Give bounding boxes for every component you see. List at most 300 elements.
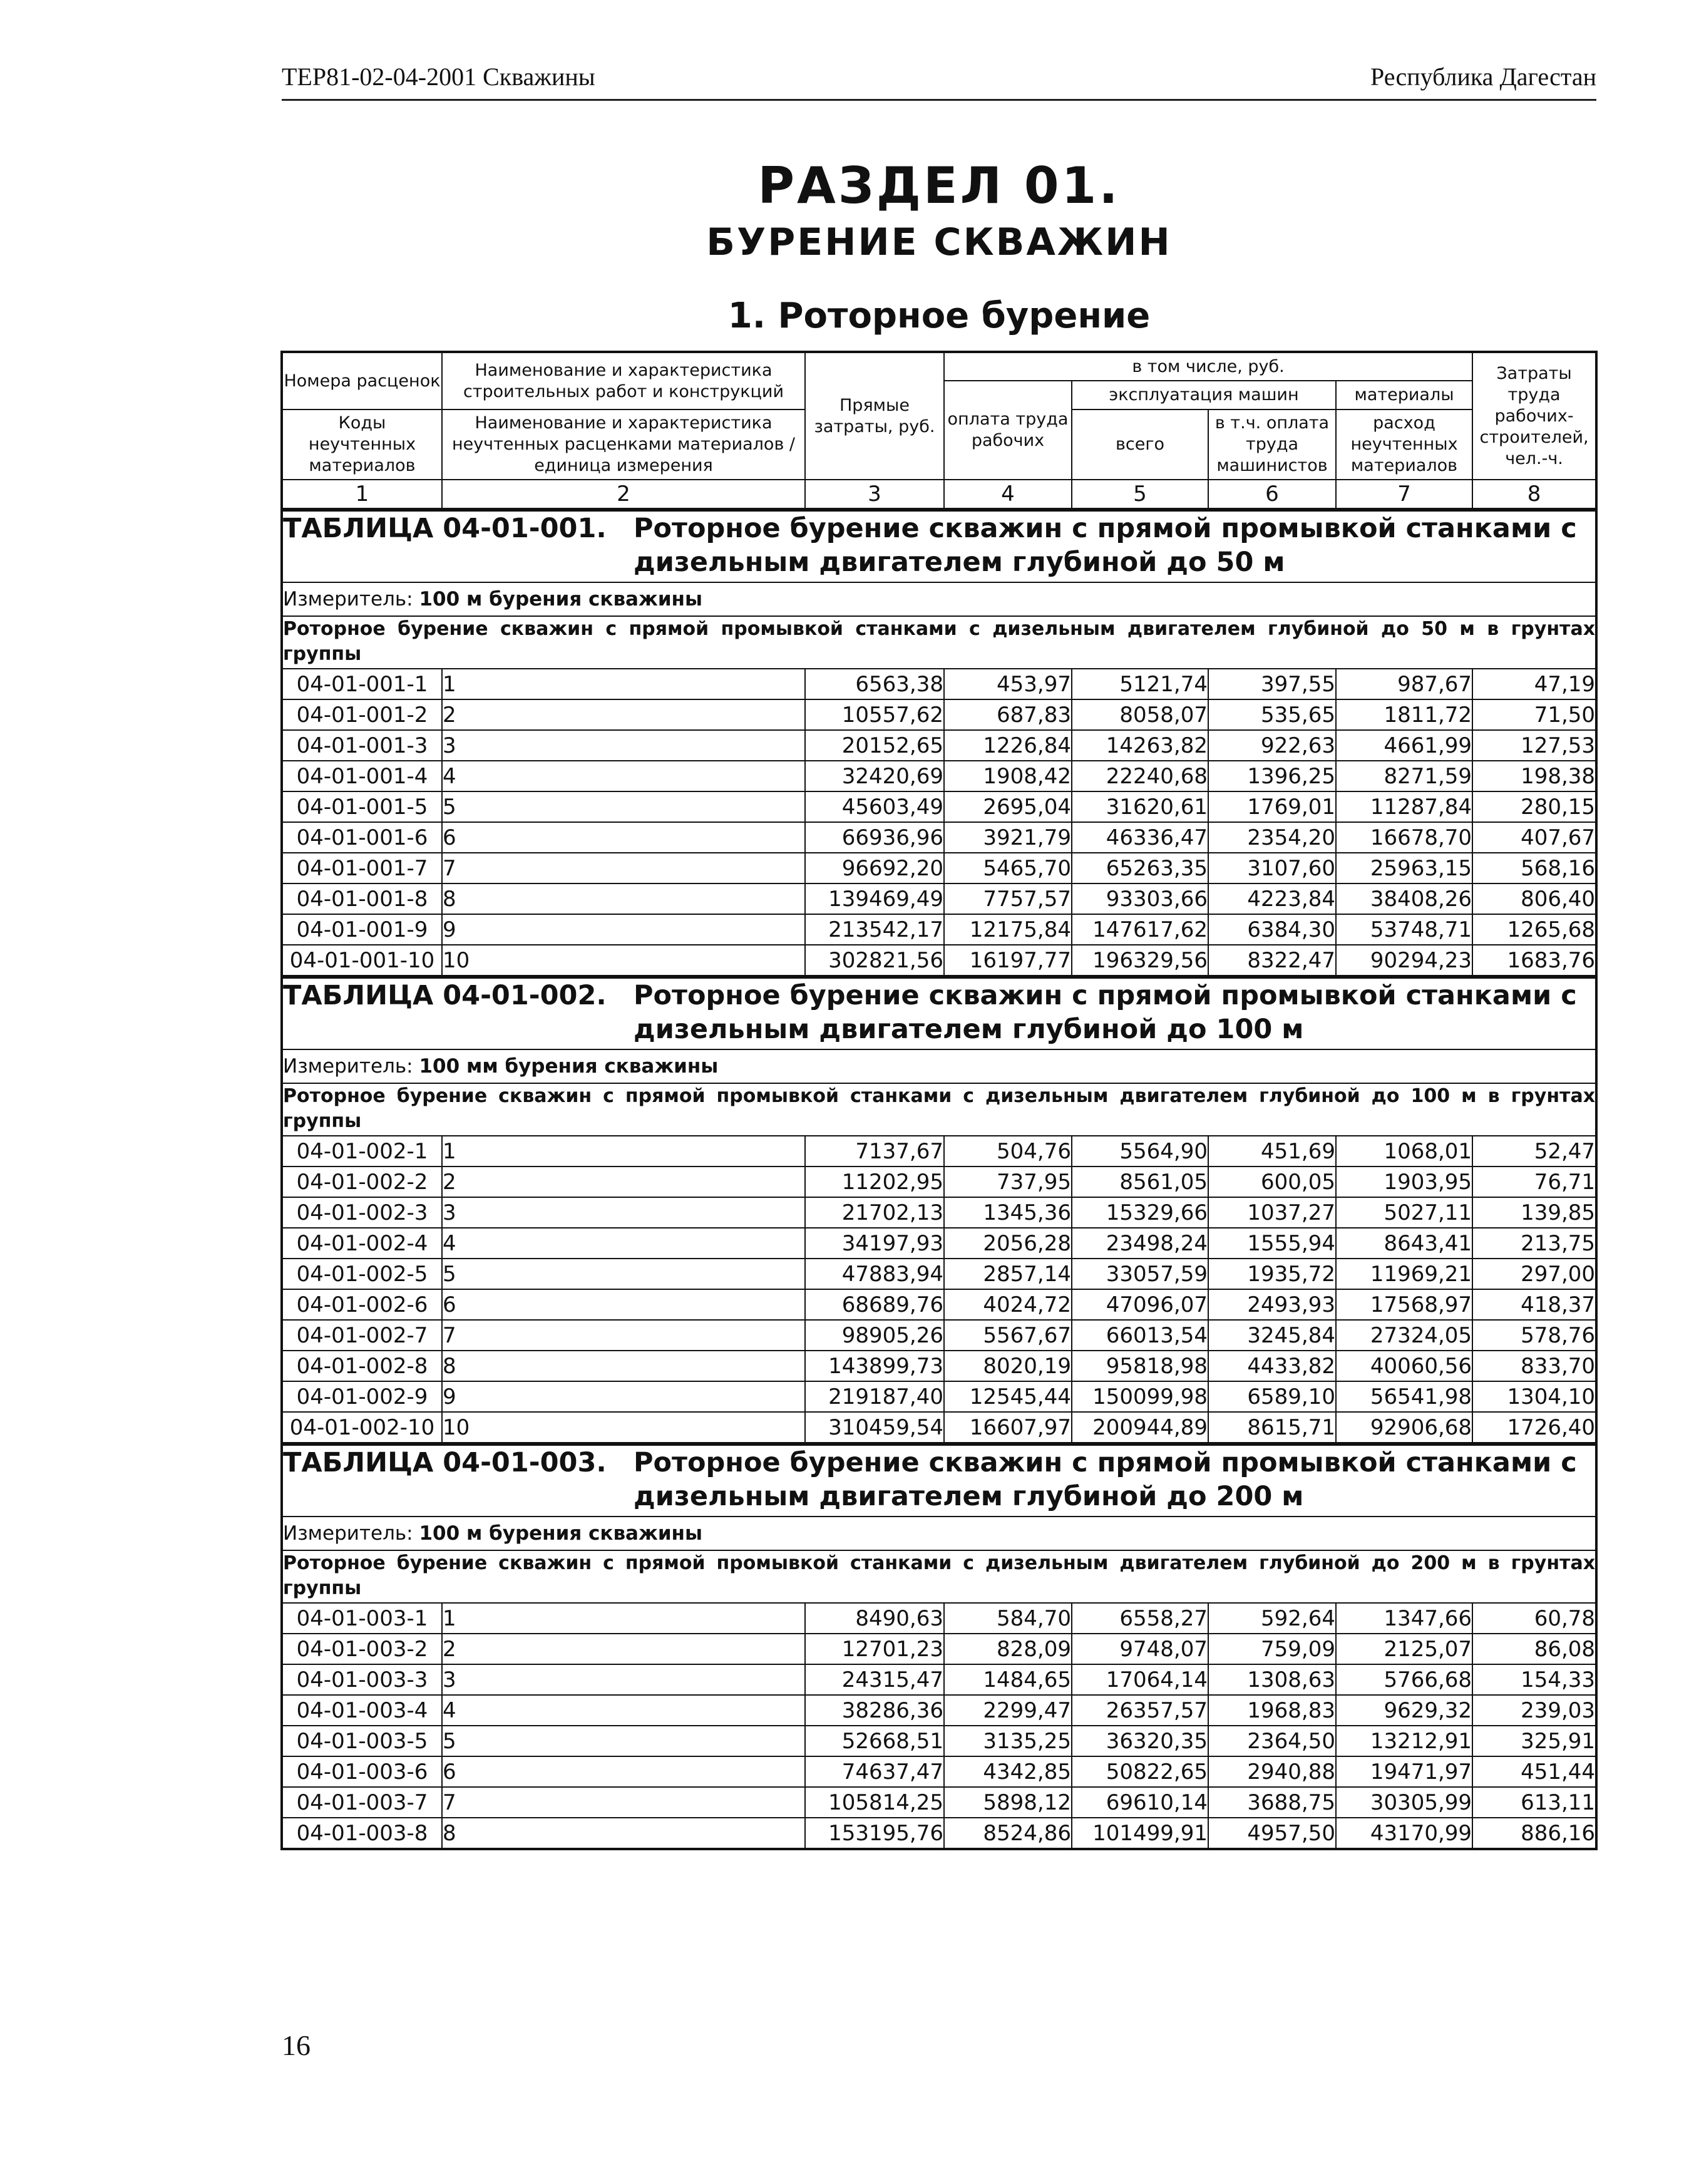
soil-group-cell: 10 — [442, 945, 805, 976]
value-cell: 16607,97 — [944, 1412, 1072, 1443]
header-worker-wages: оплата труда рабочих — [944, 381, 1072, 480]
soil-group-cell: 2 — [442, 1167, 805, 1197]
soil-group-cell: 7 — [442, 1787, 805, 1818]
value-cell: 38286,36 — [805, 1695, 944, 1726]
value-cell: 93303,66 — [1072, 883, 1208, 914]
value-cell: 297,00 — [1472, 1259, 1596, 1289]
meter-value: 100 мм бурения скважины — [419, 1055, 719, 1078]
value-cell: 76,71 — [1472, 1167, 1596, 1197]
meter-row — [282, 582, 1596, 616]
table-row — [282, 1726, 1596, 1756]
value-cell: 3921,79 — [944, 822, 1072, 853]
value-cell: 10557,62 — [805, 699, 944, 730]
header-work-name: Наименование и характеристика строительных работ и конструкций — [442, 352, 805, 410]
value-cell: 1345,36 — [944, 1197, 1072, 1228]
value-cell: 4223,84 — [1208, 883, 1336, 914]
value-cell: 13212,91 — [1336, 1726, 1472, 1756]
group-row — [282, 1550, 1596, 1603]
value-cell: 69610,14 — [1072, 1787, 1208, 1818]
value-cell: 1555,94 — [1208, 1228, 1336, 1259]
value-cell: 17064,14 — [1072, 1664, 1208, 1695]
rate-code-cell: 04-01-003-1 — [282, 1603, 442, 1634]
value-cell: 68689,76 — [805, 1289, 944, 1320]
value-cell: 147617,62 — [1072, 914, 1208, 945]
value-cell: 451,44 — [1472, 1756, 1596, 1787]
value-cell: 3135,25 — [944, 1726, 1072, 1756]
header-machine-operation: эксплуатация машин — [1072, 381, 1336, 410]
header-direct-costs: Прямые затраты, руб. — [805, 352, 944, 480]
value-cell: 17568,97 — [1336, 1289, 1472, 1320]
table-row — [282, 1787, 1596, 1818]
value-cell: 4024,72 — [944, 1289, 1072, 1320]
section-subtitle: БУРЕНИЕ СКВАЖИН — [706, 220, 1172, 264]
value-cell: 11969,21 — [1336, 1259, 1472, 1289]
value-cell: 213542,17 — [805, 914, 944, 945]
group-row — [282, 1083, 1596, 1136]
value-cell: 19471,97 — [1336, 1756, 1472, 1787]
rate-code-cell: 04-01-001-2 — [282, 699, 442, 730]
value-cell: 2354,20 — [1208, 822, 1336, 853]
value-cell: 1037,27 — [1208, 1197, 1336, 1228]
value-cell: 987,67 — [1336, 669, 1472, 699]
meter-row — [282, 1517, 1596, 1550]
value-cell: 11287,84 — [1336, 791, 1472, 822]
soil-group-cell: 3 — [442, 730, 805, 761]
header-labor-costs: Затраты труда рабочих-строителей, чел.-ч. — [1472, 352, 1596, 480]
value-cell: 43170,99 — [1336, 1818, 1472, 1849]
value-cell: 52668,51 — [805, 1726, 944, 1756]
rate-code-cell: 04-01-003-5 — [282, 1726, 442, 1756]
value-cell: 32420,69 — [805, 761, 944, 791]
value-cell: 22240,68 — [1072, 761, 1208, 791]
table-header — [282, 352, 1596, 509]
table-row — [282, 1167, 1596, 1197]
column-number: 8 — [1472, 480, 1596, 509]
value-cell: 105814,25 — [805, 1787, 944, 1818]
soil-group-cell: 6 — [442, 1756, 805, 1787]
table-row — [282, 791, 1596, 822]
value-cell: 2493,93 — [1208, 1289, 1336, 1320]
soil-group-cell: 1 — [442, 1603, 805, 1634]
table-title-row — [282, 1445, 1596, 1517]
meter-value: 100 м бурения скважины — [419, 588, 702, 610]
table-row — [282, 1634, 1596, 1664]
value-cell: 504,76 — [944, 1136, 1072, 1167]
value-cell: 737,95 — [944, 1167, 1072, 1197]
value-cell: 1308,63 — [1208, 1664, 1336, 1695]
table-row — [282, 730, 1596, 761]
header-material-codes: Коды неучтенных материалов — [282, 410, 442, 480]
value-cell: 2056,28 — [944, 1228, 1072, 1259]
rate-code-cell: 04-01-002-4 — [282, 1228, 442, 1259]
soil-group-cell: 8 — [442, 1351, 805, 1381]
value-cell: 1304,10 — [1472, 1381, 1596, 1412]
rate-code-cell: 04-01-003-4 — [282, 1695, 442, 1726]
value-cell: 1683,76 — [1472, 945, 1596, 976]
table-row — [282, 1320, 1596, 1351]
value-cell: 325,91 — [1472, 1726, 1596, 1756]
value-cell: 397,55 — [1208, 669, 1336, 699]
value-cell: 150099,98 — [1072, 1381, 1208, 1412]
value-cell: 26357,57 — [1072, 1695, 1208, 1726]
value-cell: 200944,89 — [1072, 1412, 1208, 1443]
running-header — [282, 53, 1596, 101]
header-region: Республика Дагестан — [1370, 63, 1596, 91]
value-cell: 47096,07 — [1072, 1289, 1208, 1320]
value-cell: 154,33 — [1472, 1664, 1596, 1695]
value-cell: 5121,74 — [1072, 669, 1208, 699]
column-number: 7 — [1336, 480, 1472, 509]
table-title — [283, 979, 1595, 1046]
meter-label: Измеритель: — [283, 1522, 413, 1545]
table-body — [282, 509, 1596, 1849]
header-rate-numbers: Номера расценок — [282, 352, 442, 410]
value-cell: 922,63 — [1208, 730, 1336, 761]
value-cell: 687,83 — [944, 699, 1072, 730]
value-cell: 8561,05 — [1072, 1167, 1208, 1197]
soil-group-cell: 2 — [442, 1634, 805, 1664]
value-cell: 47,19 — [1472, 669, 1596, 699]
value-cell: 7757,57 — [944, 883, 1072, 914]
section-title: РАЗДЕЛ 01. — [757, 157, 1121, 215]
table-row — [282, 853, 1596, 883]
value-cell: 198,38 — [1472, 761, 1596, 791]
header-including: в том числе, руб. — [944, 352, 1472, 381]
value-cell: 8271,59 — [1336, 761, 1472, 791]
soil-group-cell: 7 — [442, 853, 805, 883]
rate-code-cell: 04-01-002-6 — [282, 1289, 442, 1320]
table-row — [282, 1664, 1596, 1695]
table-row — [282, 1603, 1596, 1634]
rate-code-cell: 04-01-002-5 — [282, 1259, 442, 1289]
soil-group-cell: 3 — [442, 1197, 805, 1228]
value-cell: 52,47 — [1472, 1136, 1596, 1167]
soil-group-cell: 5 — [442, 1259, 805, 1289]
value-cell: 9748,07 — [1072, 1634, 1208, 1664]
value-cell: 66936,96 — [805, 822, 944, 853]
soil-group-cell: 4 — [442, 1695, 805, 1726]
value-cell: 453,97 — [944, 669, 1072, 699]
table-row — [282, 883, 1596, 914]
table-row — [282, 1289, 1596, 1320]
rate-code-cell: 04-01-003-8 — [282, 1818, 442, 1849]
value-cell: 759,09 — [1208, 1634, 1336, 1664]
value-cell: 4342,85 — [944, 1756, 1072, 1787]
meter-row — [282, 1049, 1596, 1083]
table-row — [282, 1381, 1596, 1412]
value-cell: 90294,23 — [1336, 945, 1472, 976]
meter-label: Измеритель: — [283, 1055, 413, 1078]
value-cell: 1226,84 — [944, 730, 1072, 761]
value-cell: 34197,93 — [805, 1228, 944, 1259]
table-row — [282, 1136, 1596, 1167]
value-cell: 12701,23 — [805, 1634, 944, 1664]
value-cell: 30305,99 — [1336, 1787, 1472, 1818]
rate-code-cell: 04-01-001-7 — [282, 853, 442, 883]
value-cell: 2940,88 — [1208, 1756, 1336, 1787]
soil-group-cell: 6 — [442, 822, 805, 853]
table-code: ТАБЛИЦА 04-01-001. — [283, 513, 607, 544]
group-description: Роторное бурение скважин с прямой промывкой станками с дизельным двигателем глубиной до 100 м в грунтах группы — [282, 1083, 1596, 1136]
rate-code-cell: 04-01-001-10 — [282, 945, 442, 976]
value-cell: 74637,47 — [805, 1756, 944, 1787]
value-cell: 5465,70 — [944, 853, 1072, 883]
soil-group-cell: 7 — [442, 1320, 805, 1351]
table-row — [282, 1197, 1596, 1228]
value-cell: 27324,05 — [1336, 1320, 1472, 1351]
group-row — [282, 616, 1596, 669]
value-cell: 60,78 — [1472, 1603, 1596, 1634]
value-cell: 833,70 — [1472, 1351, 1596, 1381]
value-cell: 196329,56 — [1072, 945, 1208, 976]
value-cell: 1811,72 — [1336, 699, 1472, 730]
table-name: Роторное бурение скважин с прямой промывкой станками с дизельным двигателем глубиной до 100 м — [634, 980, 1577, 1045]
table-code: ТАБЛИЦА 04-01-003. — [283, 1447, 607, 1478]
value-cell: 239,03 — [1472, 1695, 1596, 1726]
column-number: 6 — [1208, 480, 1336, 509]
value-cell: 280,15 — [1472, 791, 1596, 822]
value-cell: 21702,13 — [805, 1197, 944, 1228]
rate-code-cell: 04-01-002-8 — [282, 1351, 442, 1381]
value-cell: 4433,82 — [1208, 1351, 1336, 1381]
value-cell: 1484,65 — [944, 1664, 1072, 1695]
value-cell: 1968,83 — [1208, 1695, 1336, 1726]
soil-group-cell: 1 — [442, 1136, 805, 1167]
table-code: ТАБЛИЦА 04-01-002. — [283, 980, 607, 1011]
table-row — [282, 914, 1596, 945]
soil-group-cell: 3 — [442, 1664, 805, 1695]
value-cell: 153195,76 — [805, 1818, 944, 1849]
value-cell: 7137,67 — [805, 1136, 944, 1167]
soil-group-cell: 1 — [442, 669, 805, 699]
table-row — [282, 1412, 1596, 1443]
value-cell: 592,64 — [1208, 1603, 1336, 1634]
value-cell: 584,70 — [944, 1603, 1072, 1634]
value-cell: 4661,99 — [1336, 730, 1472, 761]
value-cell: 96692,20 — [805, 853, 944, 883]
value-cell: 23498,24 — [1072, 1228, 1208, 1259]
value-cell: 16197,77 — [944, 945, 1072, 976]
soil-group-cell: 9 — [442, 914, 805, 945]
table-row — [282, 761, 1596, 791]
rate-code-cell: 04-01-001-1 — [282, 669, 442, 699]
rate-code-cell: 04-01-003-6 — [282, 1756, 442, 1787]
value-cell: 5898,12 — [944, 1787, 1072, 1818]
value-cell: 2695,04 — [944, 791, 1072, 822]
soil-group-cell: 6 — [442, 1289, 805, 1320]
rate-code-cell: 04-01-003-2 — [282, 1634, 442, 1664]
soil-group-cell: 8 — [442, 883, 805, 914]
table-name: Роторное бурение скважин с прямой промывкой станками с дизельным двигателем глубиной до 50 м — [634, 513, 1577, 578]
value-cell: 806,40 — [1472, 883, 1596, 914]
value-cell: 2857,14 — [944, 1259, 1072, 1289]
value-cell: 1908,42 — [944, 761, 1072, 791]
value-cell: 213,75 — [1472, 1228, 1596, 1259]
value-cell: 143899,73 — [805, 1351, 944, 1381]
meter-value: 100 м бурения скважины — [419, 1522, 702, 1545]
value-cell: 8524,86 — [944, 1818, 1072, 1849]
soil-group-cell: 5 — [442, 1726, 805, 1756]
rate-code-cell: 04-01-001-8 — [282, 883, 442, 914]
table-title — [283, 512, 1595, 579]
value-cell: 8020,19 — [944, 1351, 1072, 1381]
table-row — [282, 669, 1596, 699]
value-cell: 6589,10 — [1208, 1381, 1336, 1412]
rate-code-cell: 04-01-002-3 — [282, 1197, 442, 1228]
value-cell: 418,37 — [1472, 1289, 1596, 1320]
table-row — [282, 1259, 1596, 1289]
rate-code-cell: 04-01-002-10 — [282, 1412, 442, 1443]
header-machines-total: всего — [1072, 410, 1208, 480]
table-title-row — [282, 511, 1596, 582]
table-row — [282, 1351, 1596, 1381]
column-number: 2 — [442, 480, 805, 509]
rate-code-cell: 04-01-002-1 — [282, 1136, 442, 1167]
value-cell: 139469,49 — [805, 883, 944, 914]
table-title-row — [282, 978, 1596, 1049]
table-row — [282, 822, 1596, 853]
value-cell: 50822,65 — [1072, 1756, 1208, 1787]
value-cell: 600,05 — [1208, 1167, 1336, 1197]
value-cell: 302821,56 — [805, 945, 944, 976]
soil-group-cell: 9 — [442, 1381, 805, 1412]
column-number: 4 — [944, 480, 1072, 509]
value-cell: 95818,98 — [1072, 1351, 1208, 1381]
table-title — [283, 1446, 1595, 1513]
value-cell: 45603,49 — [805, 791, 944, 822]
column-number: 1 — [282, 480, 442, 509]
value-cell: 1068,01 — [1336, 1136, 1472, 1167]
value-cell: 2299,47 — [944, 1695, 1072, 1726]
value-cell: 6384,30 — [1208, 914, 1336, 945]
value-cell: 8615,71 — [1208, 1412, 1336, 1443]
rates-table — [280, 351, 1598, 1850]
value-cell: 1769,01 — [1208, 791, 1336, 822]
value-cell: 24315,47 — [805, 1664, 944, 1695]
rate-code-cell: 04-01-001-4 — [282, 761, 442, 791]
value-cell: 5567,67 — [944, 1320, 1072, 1351]
value-cell: 71,50 — [1472, 699, 1596, 730]
value-cell: 12175,84 — [944, 914, 1072, 945]
value-cell: 33057,59 — [1072, 1259, 1208, 1289]
value-cell: 3107,60 — [1208, 853, 1336, 883]
value-cell: 47883,94 — [805, 1259, 944, 1289]
value-cell: 101499,91 — [1072, 1818, 1208, 1849]
value-cell: 1347,66 — [1336, 1603, 1472, 1634]
value-cell: 5027,11 — [1336, 1197, 1472, 1228]
value-cell: 451,69 — [1208, 1136, 1336, 1167]
value-cell: 98905,26 — [805, 1320, 944, 1351]
rate-code-cell: 04-01-001-5 — [282, 791, 442, 822]
meter-label: Измеритель: — [283, 588, 413, 610]
column-number: 5 — [1072, 480, 1208, 509]
value-cell: 8643,41 — [1336, 1228, 1472, 1259]
value-cell: 8490,63 — [805, 1603, 944, 1634]
rate-code-cell: 04-01-001-3 — [282, 730, 442, 761]
value-cell: 31620,61 — [1072, 791, 1208, 822]
value-cell: 219187,40 — [805, 1381, 944, 1412]
rate-code-cell: 04-01-003-7 — [282, 1787, 442, 1818]
soil-group-cell: 2 — [442, 699, 805, 730]
group-description: Роторное бурение скважин с прямой промывкой станками с дизельным двигателем глубиной до 200 м в грунтах группы — [282, 1550, 1596, 1603]
table-row — [282, 1228, 1596, 1259]
value-cell: 568,16 — [1472, 853, 1596, 883]
table-row — [282, 1695, 1596, 1726]
value-cell: 20152,65 — [805, 730, 944, 761]
value-cell: 46336,47 — [1072, 822, 1208, 853]
value-cell: 40060,56 — [1336, 1351, 1472, 1381]
header-material-names: Наименование и характеристика неучтенных расценками материалов / единица измерения — [442, 410, 805, 480]
value-cell: 36320,35 — [1072, 1726, 1208, 1756]
value-cell: 25963,15 — [1336, 853, 1472, 883]
value-cell: 1935,72 — [1208, 1259, 1336, 1289]
value-cell: 2364,50 — [1208, 1726, 1336, 1756]
soil-group-cell: 4 — [442, 1228, 805, 1259]
rate-code-cell: 04-01-001-6 — [282, 822, 442, 853]
value-cell: 4957,50 — [1208, 1818, 1336, 1849]
value-cell: 86,08 — [1472, 1634, 1596, 1664]
rate-code-cell: 04-01-002-9 — [282, 1381, 442, 1412]
value-cell: 1903,95 — [1336, 1167, 1472, 1197]
table-row — [282, 1818, 1596, 1849]
value-cell: 8058,07 — [1072, 699, 1208, 730]
header-document-code: ТЕР81-02-04-2001 Скважины — [282, 63, 595, 91]
rate-code-cell: 04-01-001-9 — [282, 914, 442, 945]
soil-group-cell: 4 — [442, 761, 805, 791]
value-cell: 1396,25 — [1208, 761, 1336, 791]
value-cell: 2125,07 — [1336, 1634, 1472, 1664]
value-cell: 886,16 — [1472, 1818, 1596, 1849]
soil-group-cell: 8 — [442, 1818, 805, 1849]
value-cell: 12545,44 — [944, 1381, 1072, 1412]
value-cell: 14263,82 — [1072, 730, 1208, 761]
value-cell: 92906,68 — [1336, 1412, 1472, 1443]
value-cell: 8322,47 — [1208, 945, 1336, 976]
value-cell: 16678,70 — [1336, 822, 1472, 853]
value-cell: 56541,98 — [1336, 1381, 1472, 1412]
column-number: 3 — [805, 480, 944, 509]
value-cell: 578,76 — [1472, 1320, 1596, 1351]
value-cell: 1726,40 — [1472, 1412, 1596, 1443]
value-cell: 127,53 — [1472, 730, 1596, 761]
rate-code-cell: 04-01-002-2 — [282, 1167, 442, 1197]
rate-code-cell: 04-01-002-7 — [282, 1320, 442, 1351]
value-cell: 65263,35 — [1072, 853, 1208, 883]
value-cell: 535,65 — [1208, 699, 1336, 730]
value-cell: 3245,84 — [1208, 1320, 1336, 1351]
value-cell: 5564,90 — [1072, 1136, 1208, 1167]
soil-group-cell: 5 — [442, 791, 805, 822]
value-cell: 6563,38 — [805, 669, 944, 699]
soil-group-cell: 10 — [442, 1412, 805, 1443]
value-cell: 11202,95 — [805, 1167, 944, 1197]
value-cell: 38408,26 — [1336, 883, 1472, 914]
value-cell: 613,11 — [1472, 1787, 1596, 1818]
value-cell: 9629,32 — [1336, 1695, 1472, 1726]
table-name: Роторное бурение скважин с прямой промывкой станками с дизельным двигателем глубиной до 200 м — [634, 1447, 1577, 1512]
value-cell: 66013,54 — [1072, 1320, 1208, 1351]
value-cell: 5766,68 — [1336, 1664, 1472, 1695]
value-cell: 53748,71 — [1336, 914, 1472, 945]
value-cell: 15329,66 — [1072, 1197, 1208, 1228]
rate-code-cell: 04-01-003-3 — [282, 1664, 442, 1695]
table-row — [282, 945, 1596, 976]
table-row — [282, 699, 1596, 730]
table-row — [282, 1756, 1596, 1787]
value-cell: 310459,54 — [805, 1412, 944, 1443]
subsection-title: 1. Роторное бурение — [727, 296, 1151, 336]
group-description: Роторное бурение скважин с прямой промывкой станками с дизельным двигателем глубиной до 50 м в грунтах группы — [282, 616, 1596, 669]
